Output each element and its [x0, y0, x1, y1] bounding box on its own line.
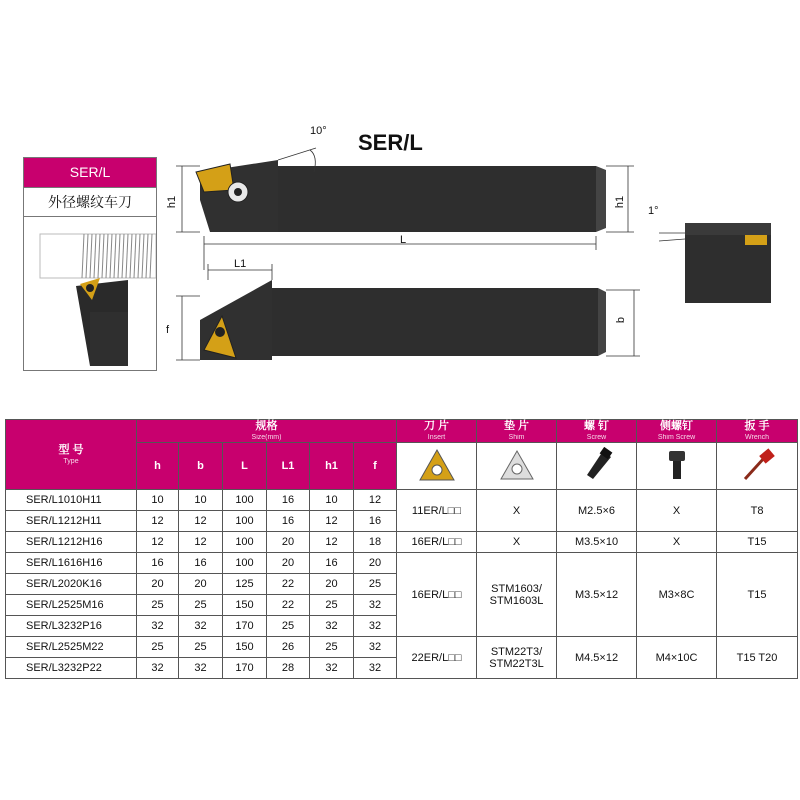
header-shim-screw: 侧螺钉 Shim Screw [637, 420, 717, 443]
header-L: L [223, 443, 267, 490]
shim-icon [477, 443, 557, 490]
table-row: SER/L1212H11 12 12 100 16 12 16 [6, 511, 798, 532]
header-type: 型 号 Type [6, 420, 137, 490]
header-h1: h1 [310, 443, 354, 490]
wrench-icon [717, 443, 798, 490]
dim-b: b [615, 316, 628, 324]
dim-L: L [400, 234, 407, 246]
header-size: 规格 Size(mm) [137, 420, 397, 443]
end-view-drawing [655, 215, 775, 305]
table-row: SER/L1010H11 10 10 100 16 10 12 11ER/L□□ X M2.5×6 X T8 [6, 490, 798, 511]
table-row: SER/L2020K16 20 20 125 22 20 25 [6, 574, 798, 595]
dim-L1: L1 [234, 258, 247, 270]
dim-angle-10: 10° [310, 125, 327, 137]
header-b: b [179, 443, 223, 490]
spec-table [5, 419, 798, 679]
header-wrench: 扳 手 Wrench [717, 420, 798, 443]
table-row: SER/L2525M22 25 25 150 26 25 32 22ER/L□□ STM22T3/ STM22T3L M4.5×12 M4×10C T15 T20 [6, 637, 798, 658]
card-subtitle: 外径螺纹车刀 [24, 187, 156, 217]
dim-h1-right: h1 [614, 195, 627, 209]
dim-f: f [166, 324, 170, 336]
header-insert: 刀 片 Insert [397, 420, 477, 443]
table-row: SER/L1212H16 12 12 100 20 12 18 16ER/L□□ X M3.5×10 X T15 [6, 532, 798, 553]
thread-turning-illustration [24, 216, 156, 370]
page-title: SER/L [358, 130, 423, 155]
product-card [23, 157, 157, 371]
header-h: h [137, 443, 179, 490]
card-header: SER/L [24, 158, 156, 187]
shim-screw-icon [637, 443, 717, 490]
table-row: SER/L2525M16 25 25 150 22 25 32 [6, 595, 798, 616]
header-f: f [354, 443, 397, 490]
table-row: SER/L3232P22 32 32 170 28 32 32 [6, 658, 798, 679]
header-screw: 螺 钉 Screw [557, 420, 637, 443]
screw-icon [557, 443, 637, 490]
table-row: SER/L1616H16 16 16 100 20 16 20 16ER/L□□ STM1603/ STM1603L M3.5×12 M3×8C T15 [6, 553, 798, 574]
table-row: SER/L3232P16 32 32 170 25 32 32 [6, 616, 798, 637]
header-L1: L1 [267, 443, 310, 490]
insert-icon [397, 443, 477, 490]
dim-angle-1: 1° [648, 205, 659, 217]
dim-h1-left: h1 [166, 195, 179, 209]
header-shim: 垫 片 Shim [477, 420, 557, 443]
